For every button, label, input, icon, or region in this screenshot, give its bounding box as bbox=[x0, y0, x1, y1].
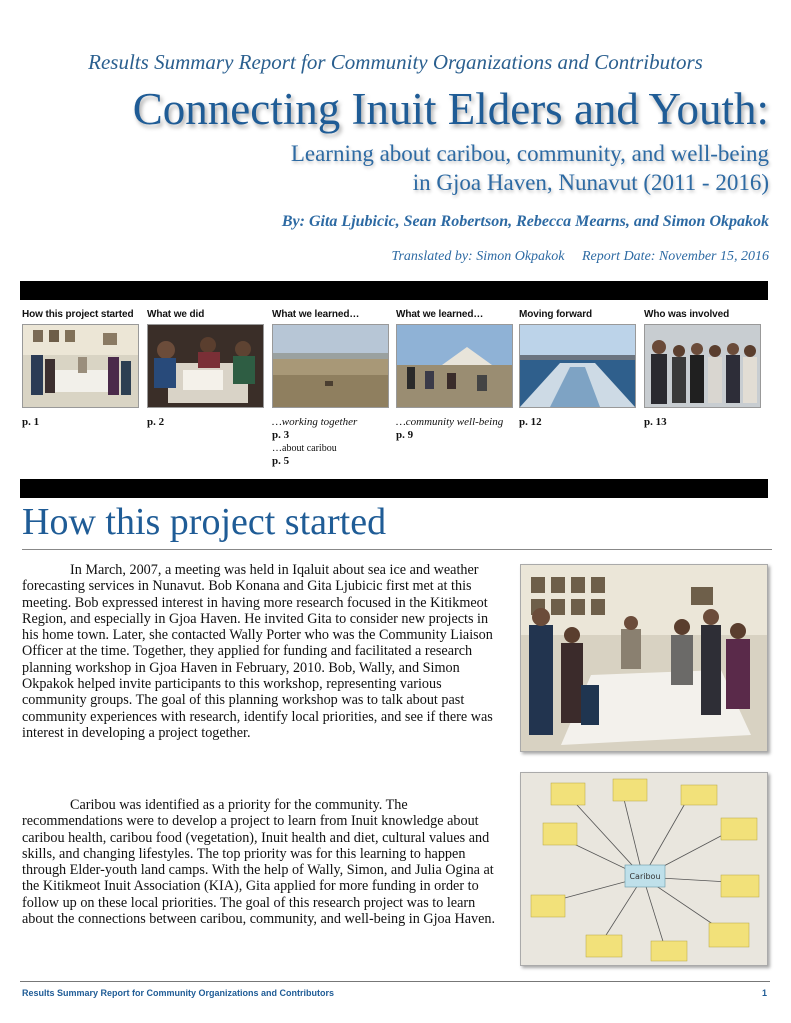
footer-page-number: 1 bbox=[761, 988, 767, 998]
bottom-divider-bar bbox=[20, 479, 768, 498]
title-subtitle-line-2: in Gjoa Haven, Nunavut (2011 - 2016) bbox=[412, 170, 769, 195]
nav-page: p. 1 bbox=[22, 416, 40, 428]
nav-heading: What we learned… bbox=[272, 309, 360, 320]
nav-heading: How this project started bbox=[22, 309, 134, 320]
nav-page: p. 12 bbox=[519, 416, 542, 428]
nav-photo-meeting bbox=[22, 324, 139, 408]
nav-photo-tundra-caribou bbox=[272, 324, 389, 408]
nav-photo-group-work bbox=[147, 324, 264, 408]
section-heading: How this project started bbox=[22, 501, 387, 543]
nav-heading: What we learned… bbox=[396, 309, 484, 320]
paragraph-text: In March, 2007, a meeting was held in Iqaluit about sea ice and weather forecasting services in Nunavut. Bob Konana and Gita Ljubicic first met at this meeting. Bob expressed interest in having more research focused in the Kitikmeot Region, and especially in Gjoa Haven. He invited Gita to consider new projects in his home town. Later, she contacted Wally Porter who was the Community Liaison Officer at the time. Together, they applied for funding and facilitated a research planning workshop in Gjoa Haven in February, 2010. Bob, Wally, and Simon Okpakok helped invite participants to this workshop, representing various community groups. The goal of this planning workshop was to talk about past community experiences with research, identify local priorities, and see if there was interest in developing a project together. bbox=[22, 562, 493, 741]
nav-sub-community: …community well-being bbox=[396, 416, 504, 428]
poster-center-label: Caribou bbox=[629, 872, 661, 881]
nav-page: p. 9 bbox=[396, 429, 414, 441]
nav-item-moving-forward[interactable] bbox=[519, 309, 639, 429]
photo-workshop-meeting bbox=[520, 564, 768, 752]
paragraph-2 bbox=[22, 797, 498, 927]
main-title: Connecting Inuit Elders and Youth: bbox=[132, 84, 769, 134]
nav-photo-land-camp bbox=[396, 324, 513, 408]
nav-heading: Moving forward bbox=[519, 309, 593, 320]
report-series-title: Results Summary Report for Community Organizations and Contributors bbox=[88, 50, 703, 74]
authors-line: By: Gita Ljubicic, Sean Robertson, Rebecca Mearns, and Simon Okpakok bbox=[281, 213, 769, 230]
footer-title: Results Summary Report for Community Organizations and Contributors bbox=[22, 988, 335, 998]
nav-item-learned-working-together[interactable] bbox=[272, 309, 392, 468]
section-rule bbox=[22, 549, 772, 550]
nav-heading: What we did bbox=[147, 309, 205, 320]
nav-photo-boat-wake bbox=[519, 324, 636, 408]
nav-sub-working-together: …working together bbox=[272, 416, 358, 428]
paragraph-text: Caribou was identified as a priority for the community. The recommendations were to develop a project to learn from Inuit knowledge about caribou health, caribou food (vegetation), Inuit health and diet, cultural values and skills, and changing lifestyles. The top priority was for this learning to happen through Elder-youth land camps. With the help of Wally, Simon, and Julia Ogina at the Kitikmeot Inuit Association (KIA), Gita applied for more funding in order to follow up on these local priorities. The goal of this research project was to learn about the connections between caribou, community, and well-being in Gjoa Haven. bbox=[22, 797, 496, 928]
nav-subtopics bbox=[272, 416, 392, 468]
translator: Translated by: Simon Okpakok bbox=[391, 249, 565, 264]
nav-item-what-we-did[interactable] bbox=[147, 309, 267, 429]
nav-item-how-started[interactable] bbox=[22, 309, 142, 429]
photo-planning-poster bbox=[520, 772, 768, 966]
report-meta bbox=[391, 249, 769, 265]
nav-page: p. 13 bbox=[644, 416, 667, 428]
nav-page: p. 5 bbox=[272, 455, 290, 467]
nav-item-who-involved[interactable] bbox=[644, 309, 764, 429]
top-divider-bar bbox=[20, 281, 768, 300]
nav-subtopics bbox=[396, 416, 516, 442]
report-date: Report Date: November 15, 2016 bbox=[581, 249, 769, 264]
footer-rule bbox=[20, 981, 770, 982]
paragraph-1 bbox=[22, 562, 498, 741]
nav-page: p. 3 bbox=[272, 429, 290, 441]
title-subtitle-line-1: Learning about caribou, community, and well-being bbox=[290, 141, 769, 166]
nav-heading: Who was involved bbox=[644, 309, 730, 320]
nav-page: p. 2 bbox=[147, 416, 165, 428]
nav-sub-about-caribou: …about caribou bbox=[272, 443, 337, 454]
nav-photo-group-portrait bbox=[644, 324, 761, 408]
nav-item-learned-community[interactable] bbox=[396, 309, 516, 442]
